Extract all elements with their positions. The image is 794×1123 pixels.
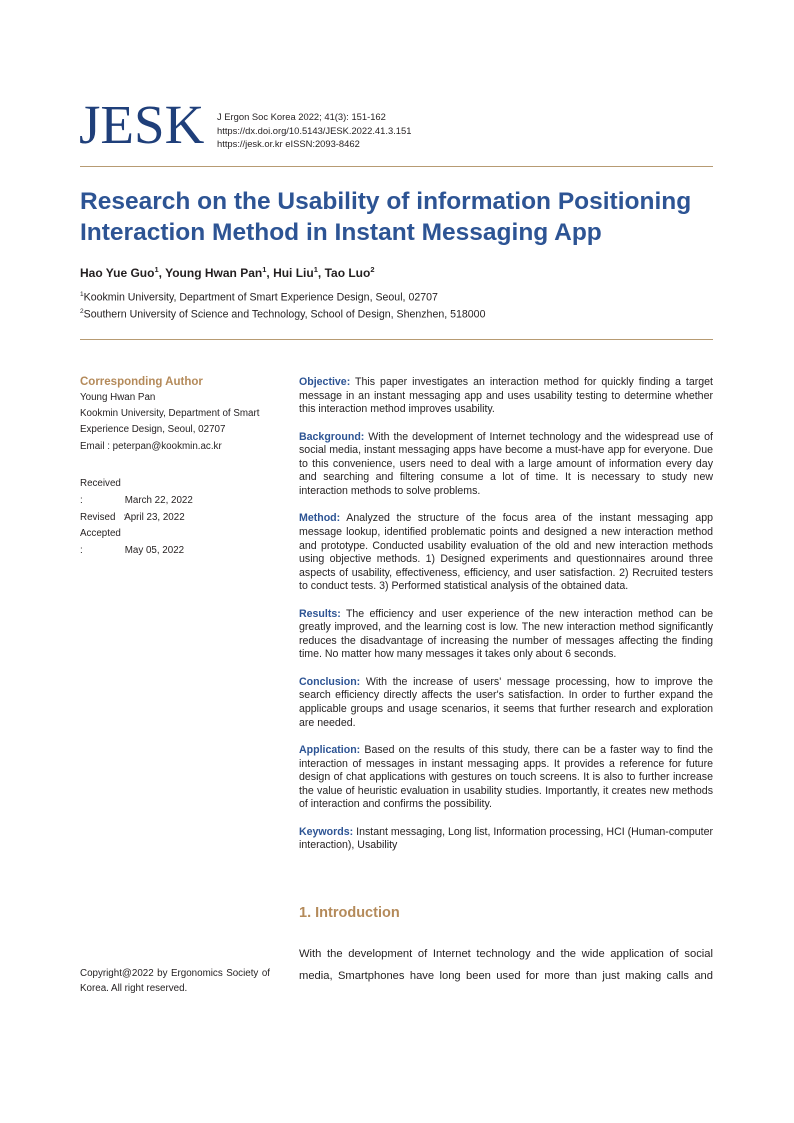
author-list: Hao Yue Guo$^1$, Young Hwan Pan$^1$, Hui Liu$^1$, Tao Luo$^2$: [80, 265, 375, 280]
corresponding-name: Young Hwan Pan: [80, 392, 156, 403]
article-dates: [80, 476, 193, 560]
author-name: Hao Yue Guo: [80, 266, 155, 280]
corresponding-org: Experience Design, Seoul, 02707: [80, 424, 226, 436]
corresponding-heading: Corresponding Author: [80, 376, 203, 388]
abstract-objective: Objective: This paper investigates an interaction method for quickly finding a target message in an instant messaging app and uses usability testing to determine whether this interaction method improves usability.: [299, 376, 713, 416]
author-name: Young Hwan Pan: [165, 266, 263, 280]
section-heading: 1. Introduction: [299, 905, 400, 921]
abstract-background: Background: With the development of Internet technology and the widespread use of social media, instant messaging apps have become a must-have app for everyone. Due to this convenience, users need to deal with a large amount of information every day and searching and filtering consume a lot of time. It is necessary to study new interaction methods to solve problems.: [299, 430, 713, 497]
abstract-application: Application: Based on the results of this study, there can be a faster way to find the interaction of messages in instant messaging apps. It provides a reference for future design of chat applications with gestures on touch screens. It is also to further increase the value of heuristic evaluation in usability studies. Importantly, it creates new methods of interaction and confirms the possibility.: [299, 744, 713, 811]
corresponding-email[interactable]: Email : peterpan@kookmin.ac.kr: [80, 440, 222, 452]
revised-date: Revised : April 23, 2022: [80, 511, 185, 523]
intro-line: With the development of Internet technology and the wide application of social: [299, 948, 713, 960]
author-name: Tao Luo: [324, 266, 371, 280]
paper-title: Research on the Usability of information Positioning Interaction Method in Instant Messaging App: [80, 188, 692, 246]
abstract: [299, 376, 713, 867]
journal-info: [217, 110, 411, 151]
abstract-method: Method: Analyzed the structure of the focus area of the instant messaging app message lookup, identified problematic points and designed a new interaction method and prototype. Conducted usability evaluation of the old and new interaction methods using objective methods. 1) Designed experiments and questionnaires around three aspects of usability, effectiveness, efficiency, and user satisfaction. 2) Recruited testers to conduct tests. 3) Performed statistical analysis of the obtained data.: [299, 512, 713, 593]
accepted-date: Accepted : May 05, 2022: [80, 528, 185, 557]
journal-logo: JESK: [79, 94, 205, 155]
abstract-results: Results: The efficiency and user experience of the new interaction method can be greatly improved, and the learning cost is low. The new interaction method significantly reduces the disadvantage of increasing the number of messages affecting the finding time. No matter how many messages it takes only about 6 seconds.: [299, 607, 713, 661]
intro-line: media, Smartphones have long been used for more than just making calls and: [299, 970, 713, 982]
copyright-notice: Copyright@2022 by Ergonomics Society of Korea. All right reserved.: [80, 968, 270, 994]
abstract-conclusion: Conclusion: With the increase of users' message processing, how to improve the search efficiency directly affects the user's satisfaction. In order to further expand the applicable groups and usage scenarios, it seems that further research and exploration are needed.: [299, 675, 713, 729]
affiliation-1: $^1$Kookmin University, Department of Smart Experience Design, Seoul, 02707: [80, 291, 438, 304]
abstract-keywords: Keywords: Instant messaging, Long list, Information processing, HCI (Human-computer interaction), Usability: [299, 825, 713, 852]
received-date: Received : March 22, 2022: [80, 478, 193, 506]
affiliation-2: $^2$Southern University of Science and Technology, School of Design, Shenzhen, 518000: [80, 308, 486, 321]
author-name: Hui Liu: [273, 266, 314, 280]
affiliations: [80, 288, 485, 322]
doi-link[interactable]: https://dx.doi.org/10.5143/JESK.2022.41.3.151: [217, 124, 412, 136]
corresponding-org: Kookmin University, Department of Smart: [80, 408, 260, 420]
header-rule: [80, 166, 713, 167]
citation: J Ergon Soc Korea 2022; 41(3): 151-162: [217, 111, 386, 122]
section-rule: [80, 339, 713, 340]
site-link[interactable]: https://jesk.or.kr eISSN:2093-8462: [217, 138, 360, 149]
corresponding-author: [80, 376, 272, 455]
